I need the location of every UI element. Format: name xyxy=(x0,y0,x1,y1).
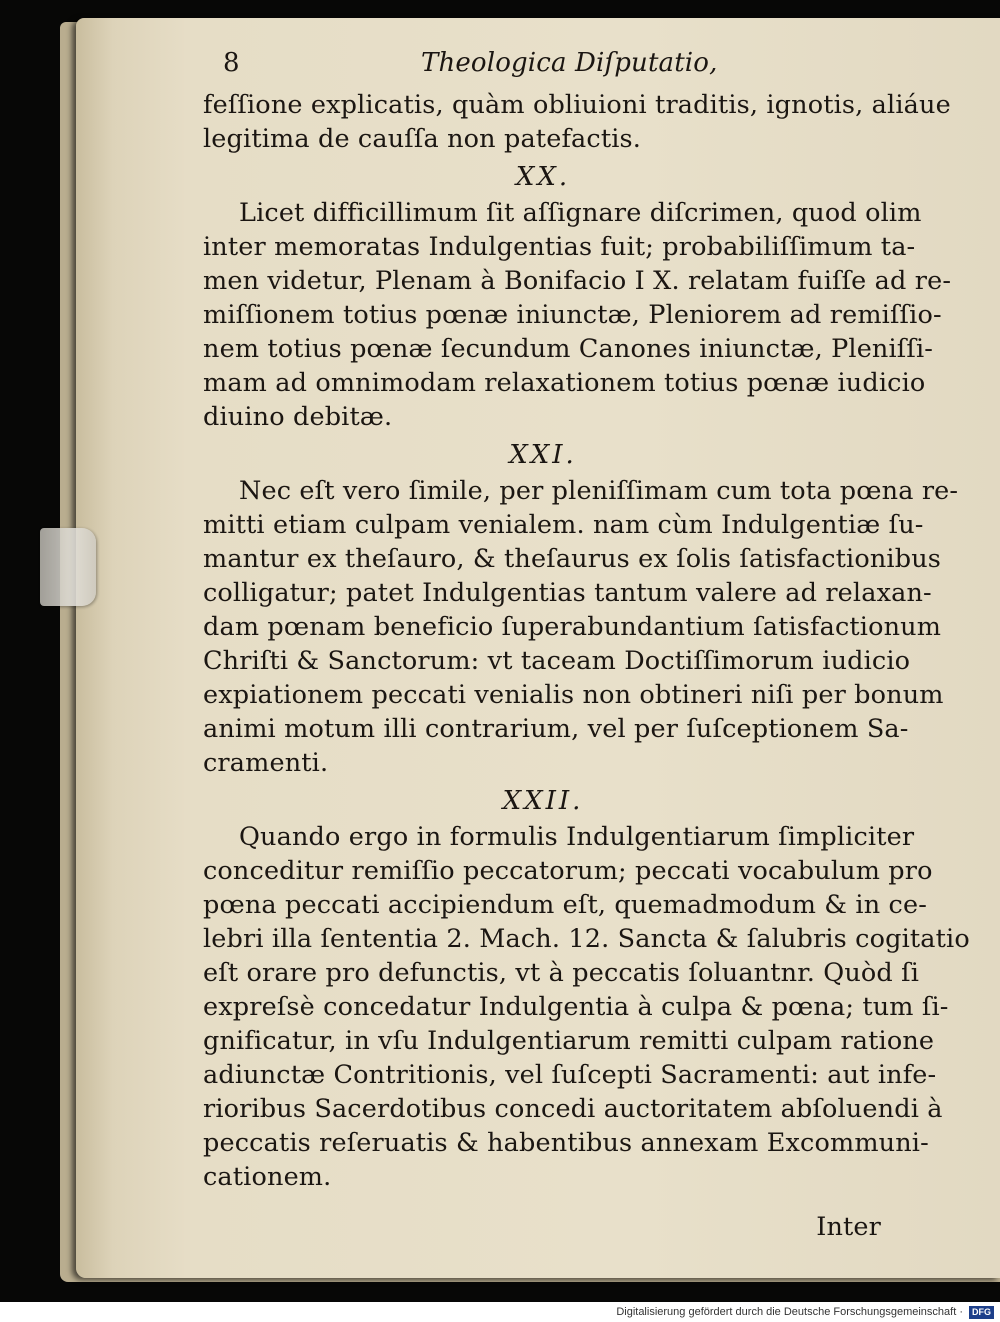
text-line: pœna peccati accipiendum eſt, quemadmodum & in ce- xyxy=(203,890,927,920)
text-line: gnificatur, in vſu Indulgentiarum remitti culpam ratione xyxy=(203,1026,935,1056)
text-line: mitti etiam culpam venialem. nam cùm Indulgentiæ ſu- xyxy=(203,510,924,540)
section-number: XX. xyxy=(515,162,571,192)
text-line: inter memoratas Indulgentias fuit; probabiliſſimum ta- xyxy=(203,232,916,262)
text-line: men videtur, Plenam à Bonifacio I X. relatam fuiſſe ad re- xyxy=(203,266,952,296)
text-line: Chriſti & Sanctorum: vt taceam Doctiſſimorum iudicio xyxy=(203,646,911,676)
text-line: Licet difficillimum ſit aſſignare diſcrimen, quod olim xyxy=(239,198,922,228)
text-line: cationem. xyxy=(203,1162,332,1192)
text-line: colligatur; patet Indulgentias tantum valere ad relaxan- xyxy=(203,578,932,608)
text-line: expreſsè concedatur Indulgentia à culpa & pœna; tum ſi- xyxy=(203,992,949,1022)
page-header xyxy=(203,40,883,88)
text-line: nem totius pœnæ ſecundum Canones iniunctæ, Pleniſſi- xyxy=(203,334,934,364)
text-line: feſſione explicatis, quàm obliuioni traditis, ignotis, aliáue xyxy=(203,90,951,120)
text-line: expiationem peccati venialis non obtineri niſi per bonum xyxy=(203,680,944,710)
text-line: cramenti. xyxy=(203,748,329,778)
text-line: dam pœnam beneficio ſuperabundantium ſatisfactionum xyxy=(203,612,942,642)
text-line: animi motum illi contrarium, vel per ſuſceptionem Sa- xyxy=(203,714,909,744)
footer-credit: Digitalisierung gefördert durch die Deutsche Forschungsgemeinschaft · xyxy=(616,1306,963,1318)
page-clip xyxy=(40,528,96,606)
text-line: diuino debitæ. xyxy=(203,402,393,432)
text-line: peccatis reſeruatis & habentibus annexam Excommuni- xyxy=(203,1128,929,1158)
page-text xyxy=(203,40,970,1244)
page-number: 8 xyxy=(223,48,240,78)
text-line: miſſionem totius pœnæ iniunctæ, Pleniorem ad remiſſio- xyxy=(203,300,942,330)
text-line: adiunctæ Contritionis, vel ſuſcepti Sacramenti: aut infe- xyxy=(203,1060,937,1090)
text-line: legitima de cauſſa non patefactis. xyxy=(203,124,642,154)
text-line: lebri illa ſententia 2. Mach. 12. Sancta & ſalubris cogitatio xyxy=(203,924,970,954)
running-title: Theologica Diſputatio, xyxy=(421,48,718,78)
text-line: Quando ergo in formulis Indulgentiarum ſimpliciter xyxy=(239,822,915,852)
text-line: Nec eſt vero ſimile, per pleniſſimam cum tota pœna re- xyxy=(239,476,959,506)
text-line: eſt orare pro defunctis, vt à peccatis ſoluantnr. Quòd ſi xyxy=(203,958,920,988)
text-line: mantur ex theſauro, & theſaurus ex ſolis ſatisfactionibus xyxy=(203,544,942,574)
text-line: mam ad omnimodam relaxationem totius pœnæ iudicio xyxy=(203,368,926,398)
dfg-logo: DFG xyxy=(969,1306,994,1319)
text-line: conceditur remiſſio peccatorum; peccati vocabulum pro xyxy=(203,856,933,886)
section-number: XXI. xyxy=(509,440,577,470)
text-line: rioribus Sacerdotibus concedi auctoritatem abſoluendi à xyxy=(203,1094,943,1124)
digitization-footer xyxy=(0,1302,1000,1322)
section-number: XXII. xyxy=(502,786,584,816)
catchword: Inter xyxy=(816,1212,881,1242)
